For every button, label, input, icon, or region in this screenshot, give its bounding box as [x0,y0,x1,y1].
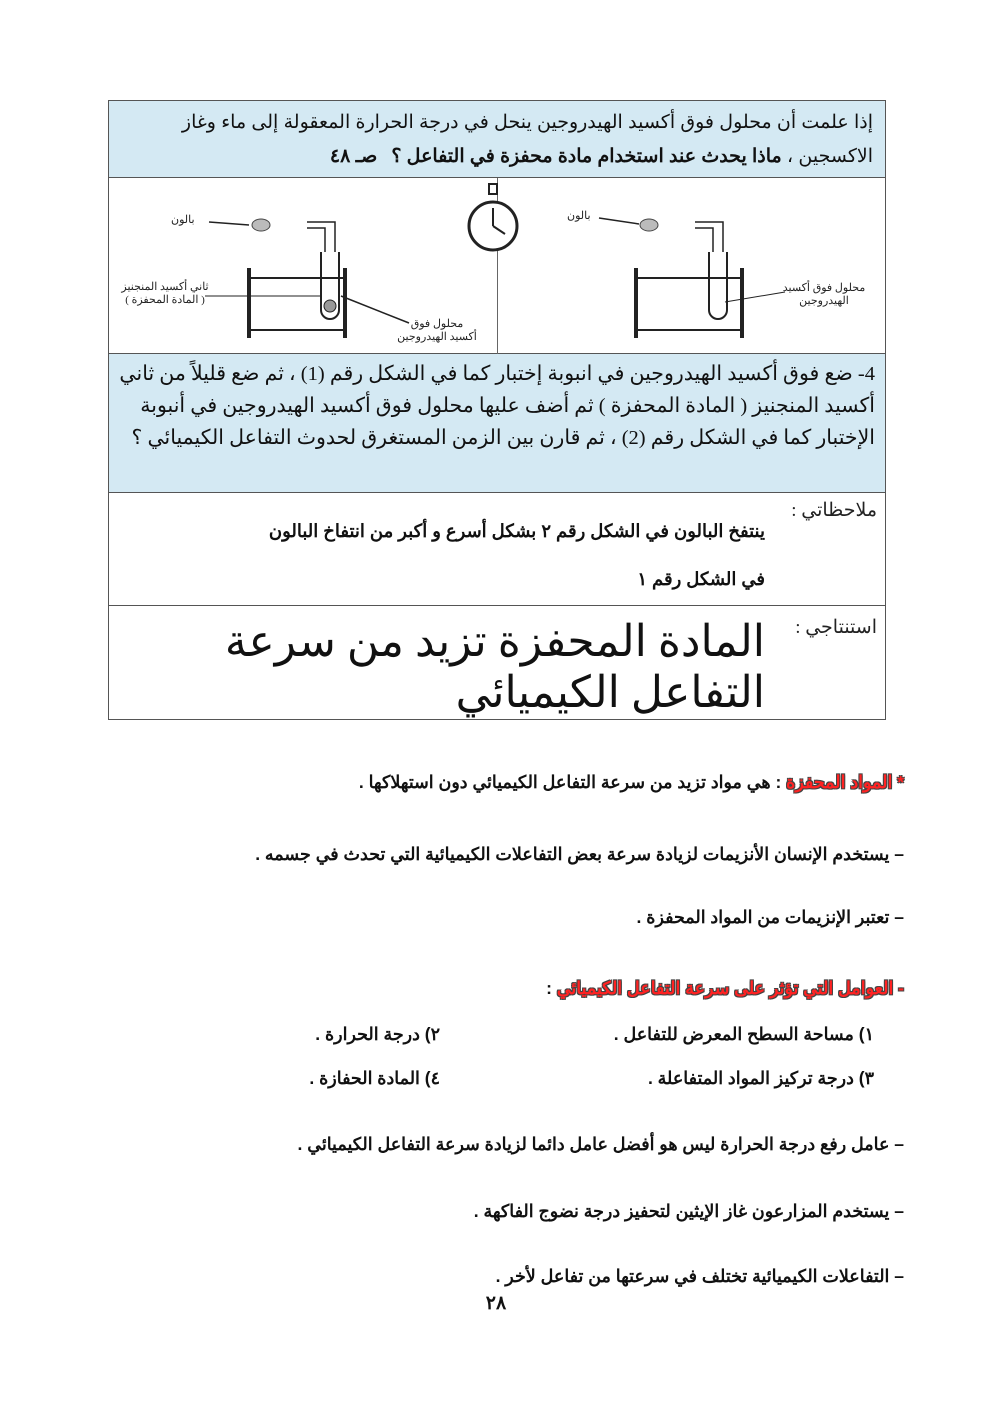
note-4: – يستخدم المزارعون غاز الإيثين لتحفيز درجة نضوج الفاكهة . [473,1201,904,1221]
observations-label: ملاحظاتي : [791,500,877,521]
catalyst-definition-text: : هي مواد تزيد من سرعة التفاعل الكيميائي دون استهلاكها . [358,772,787,792]
note-3: – عامل رفع درجة الحرارة ليس هو أفضل عامل دائما لزيادة سرعة التفاعل الكيميائي . [297,1134,904,1154]
balloon-label-right: بالون [567,210,591,222]
procedure-row [109,354,885,493]
catalyst-label: ثاني أكسيد المنجنيز ( المادة المحفزة ) [121,281,209,306]
label-arrow [209,222,249,225]
solution-label-left: محلول فوق أكسيد الهيدروجين [397,318,477,343]
setup-without-catalyst [636,222,742,338]
note-2: – تعتبر الإنزيمات من المواد المحفزة . [636,907,904,927]
conclusion-text: المادة المحفزة تزيد من سرعة التفاعل الكيميائي [224,617,765,717]
factor-3: ٣) درجة تركيز المواد المتفاعلة . [647,1068,874,1088]
page-number: ٢٨ [485,1293,507,1314]
label-arrow [599,218,639,224]
catalyst-definition [359,772,904,793]
note-5: – التفاعلات الكيميائية تختلف في سرعتها من تفاعل لأخر . [495,1266,904,1286]
question-row [109,101,885,178]
observations-line-1: ينتفخ البالون في الشكل رقم ٢ بشكل أسرع و أكبر من انتفاخ البالون [268,521,765,541]
procedure-line-2: أكسيد المنجنيز ( المادة المحفزة ) ثم أضف عليها محلول فوق أكسيد الهيدروجين في أنبوبة [140,395,875,417]
conclusion-label: استنتاجي : [795,617,877,638]
question-line-2-normal: الاكسجين ، [781,146,873,167]
balloon-left [252,219,270,231]
factor-1: ١) مساحة السطح المعرض للتفاعل . [613,1024,874,1044]
question-line-2-bold: ماذا يحدث عند استخدام مادة محفزة في التفاعل ؟ [391,146,782,167]
balloon-right [640,219,658,231]
label-arrow [725,292,785,302]
factors-heading-text: - العوامل التي تؤثر على سرعة التفاعل الكيميائي [556,978,904,998]
factor-4: ٤) المادة الحفازة . [309,1068,440,1088]
page-reference: صـ ٤٨ [329,146,378,167]
setup-with-catalyst [249,222,345,338]
factors-heading [546,978,904,999]
note-1: – يستخدم الإنسان الأنزيمات لزيادة سرعة بعض التفاعلات الكيميائية التي تحدث في جسمه . [255,844,904,864]
procedure-line-1: 4- ضع فوق أكسيد الهيدروجين في انبوبة إختبار كما في الشكل رقم (1) ، ثم ضع قليلاً من ثاني [119,363,875,385]
observations-text [129,507,765,603]
observations-row [109,493,885,606]
factor-2: ٢) درجة الحرارة . [315,1024,440,1044]
factors-heading-colon: : [546,978,557,998]
stopwatch-icon [469,184,517,250]
catalyst-term: * المواد المحفزة [786,772,904,792]
experiment-diagram [109,178,885,354]
solution-label-right: محلول فوق أكسيد الهيدروجين [782,282,866,307]
observations-line-2: في الشكل رقم ١ [637,569,765,589]
question-line-1: إذا علمت أن محلول فوق أكسيد الهيدروجين ينحل في درجة الحرارة المعقولة إلى ماء وغاز [181,112,873,133]
question-line-2 [121,140,873,174]
procedure-line-3: الإختبار كما في الشكل رقم (2) ، ثم قارن بين الزمن المستغرق لحدوث التفاعل الكيميائي ؟ [131,427,875,449]
experiment-figure-row [109,178,885,354]
conclusion-row [109,606,885,719]
balloon-label-left: بالون [171,214,195,226]
activity-table [108,100,886,720]
